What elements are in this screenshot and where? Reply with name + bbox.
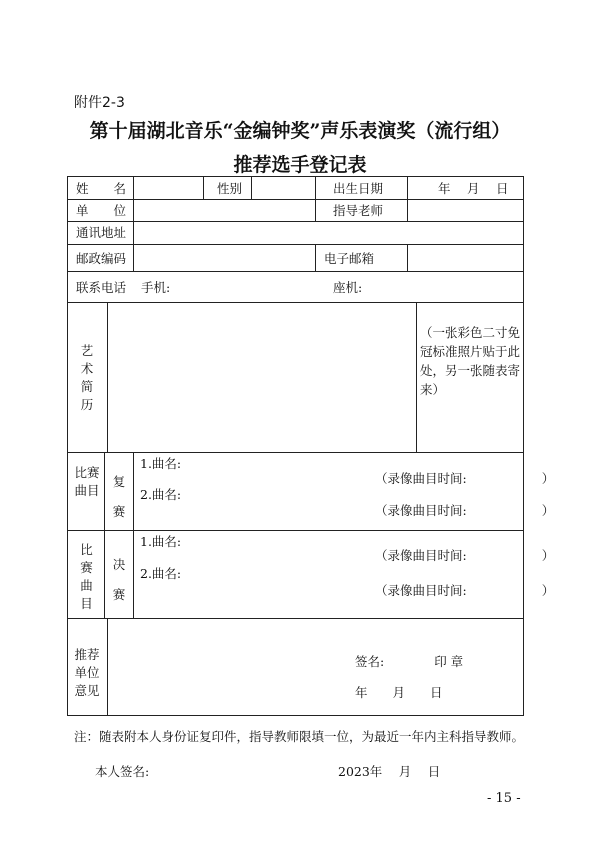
signature-seal-label: 签名: 印 章	[355, 654, 464, 669]
attachment-label: 附件2-3	[74, 95, 125, 111]
page-number: - 15 -	[487, 791, 521, 806]
address-field[interactable]	[134, 222, 523, 244]
unit-field[interactable]	[134, 200, 315, 221]
form-subtitle: 推荐选手登记表	[233, 154, 367, 176]
gender-field[interactable]	[252, 177, 315, 199]
final-song1-duration[interactable]: （录像曲目时间: ）	[375, 548, 555, 563]
signature-date: 2023年 月 日	[338, 764, 441, 779]
semifinal-song2-duration[interactable]: （录像曲目时间: ）	[375, 503, 555, 518]
final-label: 决赛	[112, 557, 126, 602]
address-label: 通讯地址	[76, 225, 127, 240]
final-song2-label[interactable]: 2.曲名:	[140, 566, 182, 581]
birth-date-label: 出生日期	[333, 181, 384, 196]
final-song1-label[interactable]: 1.曲名:	[140, 534, 182, 549]
unit-label: 单 位	[76, 203, 127, 218]
art-resume-field[interactable]	[108, 303, 416, 452]
mobile-label[interactable]: 手机:	[141, 280, 171, 295]
teacher-field[interactable]	[408, 200, 523, 221]
email-field[interactable]	[408, 245, 523, 271]
art-resume-label: 艺术简历	[80, 343, 94, 412]
postcode-label: 邮政编码	[76, 251, 127, 266]
teacher-label: 指导老师	[333, 203, 384, 218]
semifinal-song1-label[interactable]: 1.曲名:	[140, 456, 182, 471]
footnote: 注：随表附本人身份证复印件，指导教师限填一位，为最近一年内主科指导教师。	[74, 729, 525, 744]
postcode-field[interactable]	[134, 245, 315, 271]
self-signature-label[interactable]: 本人签名:	[95, 764, 150, 779]
name-field[interactable]	[134, 177, 203, 199]
semifinal-song2-label[interactable]: 2.曲名:	[140, 487, 182, 502]
final-song2-duration[interactable]: （录像曲目时间: ）	[375, 583, 555, 598]
competition-label: 比赛曲目	[74, 465, 100, 498]
form-title: 第十届湖北音乐“金编钟奖”声乐表演奖（流行组）	[89, 120, 511, 142]
birth-date-field[interactable]: 年 月 日	[438, 181, 509, 196]
semifinal-song1-duration[interactable]: （录像曲目时间: ）	[375, 471, 555, 486]
gender-label: 性别	[217, 181, 243, 196]
email-label: 电子邮箱	[324, 251, 375, 266]
semifinal-label: 复赛	[112, 474, 126, 519]
recommend-unit-label: 推荐单位意见	[74, 647, 100, 698]
competition-label-final: 比赛曲目	[80, 542, 93, 611]
landline-label[interactable]: 座机:	[333, 280, 363, 295]
recommend-date: 年 月 日	[355, 685, 443, 700]
name-label: 姓 名	[76, 181, 127, 196]
contact-phone-label: 联系电话	[76, 280, 127, 295]
photo-area-note: （一张彩色二寸免冠标准照片贴于此处，另一张随表寄来）	[420, 325, 521, 397]
